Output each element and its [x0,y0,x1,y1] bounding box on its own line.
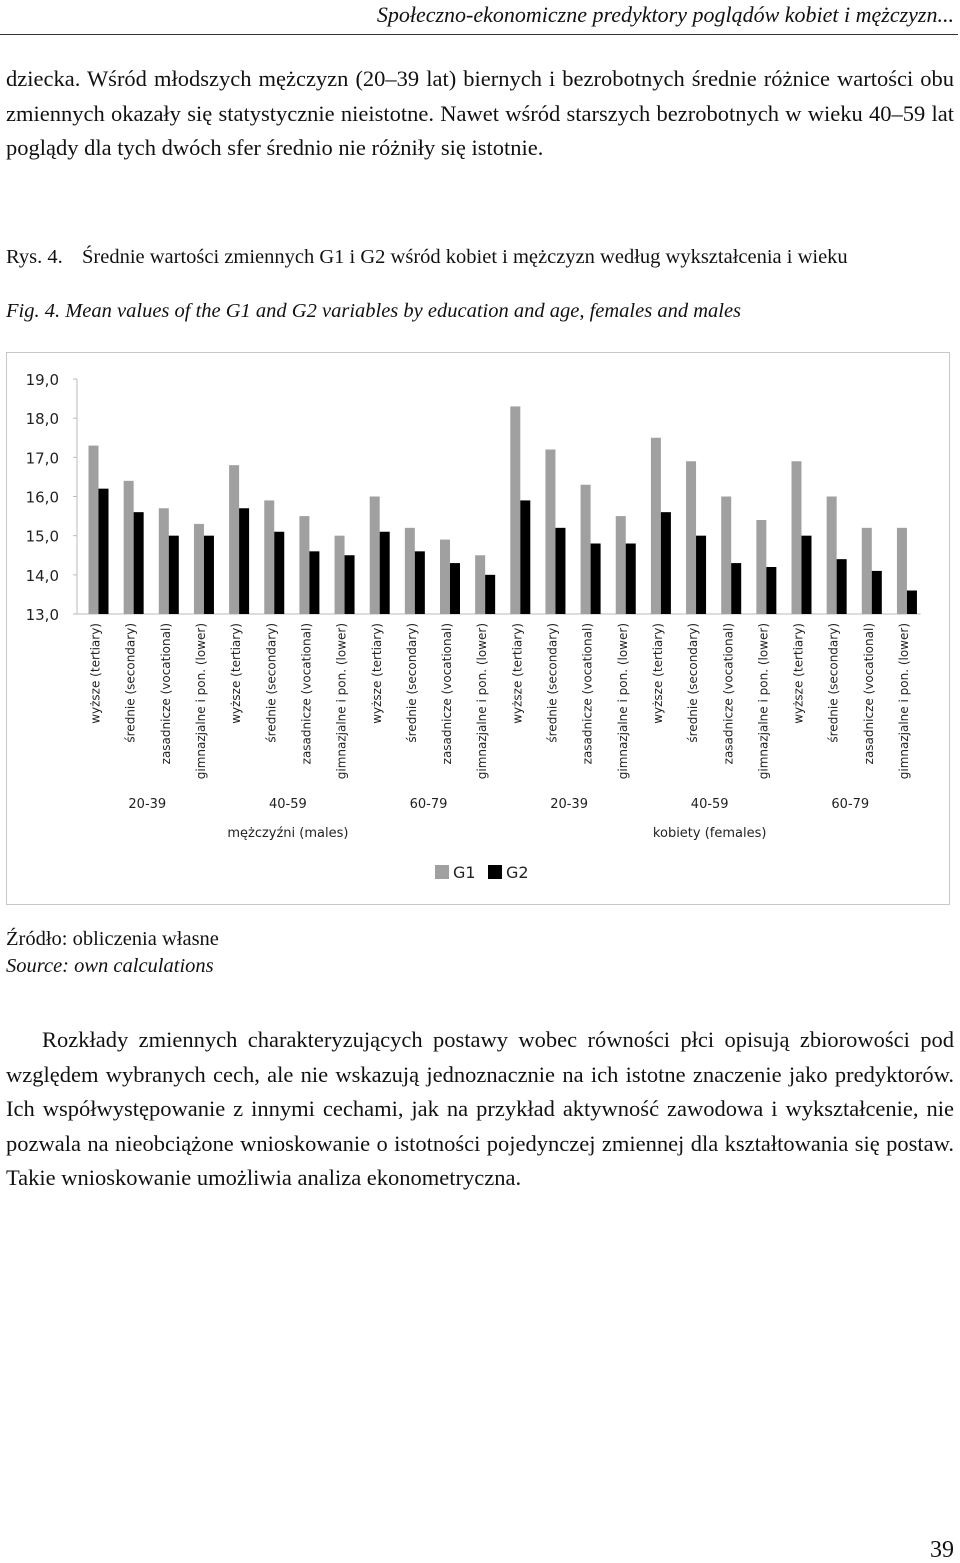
bar-g2 [907,591,917,615]
x-category-label: gimnazjalne i pon. (lower) [756,623,771,780]
bar-g2 [204,536,214,614]
age-group-label: 60-79 [831,797,870,812]
x-category-label: średnie (secondary) [123,623,138,743]
figure-caption-pl-text: Średnie wartości zmiennych G1 i G2 wśród kobiet i mężczyzn według wykształcenia i wieku [82,246,848,268]
bar-g2 [802,536,812,614]
x-category-label: średnie (secondary) [545,623,560,743]
age-group-label: 40-59 [690,797,729,812]
x-category-label: zasadnicze (vocational) [861,623,876,765]
legend-label-g1: G1 [453,863,476,882]
figure-caption-en: Fig. 4. Mean values of the G1 and G2 variables by education and age, females and males [6,300,742,322]
bar-g2 [520,500,530,614]
bar-g1 [897,528,907,614]
legend-label-g2: G2 [506,863,529,882]
bar-g1 [299,516,309,614]
x-category-label: wyższe (tertiary) [88,623,103,724]
sex-group-label: mężczyźni (males) [227,826,349,841]
bar-g2 [415,551,425,614]
bar-g2 [626,544,636,615]
bar-g2 [134,512,144,614]
paragraph-top: dziecka. Wśród młodszych mężczyzn (20–39 lat) biernych i bezrobotnych średnie różnice wartości obu zmiennych okazały się statystycznie nieistotne. Nawet wśród starszych bezrobotnych w wieku 40–59 lat poglądy dla tych dwóch sfer średnio nie różniły się istotnie. [6,66,954,160]
bar-g2 [450,563,460,614]
bar-g2 [696,536,706,614]
figure-caption-pl [6,244,956,270]
x-category-label: gimnazjalne i pon. (lower) [615,623,630,780]
bar-g1 [792,461,802,614]
bar-g2 [345,555,355,614]
bar-g2 [309,551,319,614]
bar-g2 [731,563,741,614]
x-category-label: zasadnicze (vocational) [158,623,173,765]
bar-g2 [591,544,601,615]
bar-g2 [169,536,179,614]
bar-g2 [555,528,565,614]
x-category-label: wyższe (tertiary) [510,623,525,724]
legend-swatch-g1 [435,865,449,879]
y-tick-label: 15,0 [25,527,59,546]
x-category-label: średnie (secondary) [264,623,279,743]
bar-g1 [264,500,274,614]
bar-g1 [862,528,872,614]
x-category-label: wyższe (tertiary) [369,623,384,724]
figure-label-pl: Rys. 4. [6,246,63,268]
bar-g1 [405,528,415,614]
paragraph-bottom: Rozkłady zmiennych charakteryzujących postawy wobec równości płci opisują zbiorowości pod względem wybranych cech, ale nie wskazują jednoznacznie na ich istotne znaczenie jako predyktorów. Ich współwystępowanie z innymi cechami, jak na przykład aktywność zawodowa i wykształcenie, nie pozwala na nieobciążone wnioskowanie o istotności pojedynczej zmiennej dla kształtowania się postaw. Takie wnioskowanie umożliwia analiza ekonometryczna. [6,1027,954,1190]
bar-g1 [370,497,380,615]
x-category-label: wyższe (tertiary) [650,623,665,724]
bar-g2 [99,489,109,614]
bar-g1 [721,497,731,615]
bar-g1 [335,536,345,614]
bar-g1 [651,438,661,614]
x-category-label: średnie (secondary) [686,623,701,743]
bar-g1 [827,497,837,615]
x-category-label: gimnazjalne i pon. (lower) [334,623,349,780]
bar-g1 [545,450,555,615]
legend-swatch-g2 [488,865,502,879]
x-category-label: gimnazjalne i pon. (lower) [194,623,209,780]
sex-group-label: kobiety (females) [652,826,767,841]
age-group-label: 20-39 [550,797,588,812]
bar-g1 [159,508,169,614]
bar-g2 [661,512,671,614]
x-category-label: wyższe (tertiary) [229,623,244,724]
running-header [0,0,958,35]
y-tick-label: 19,0 [25,371,59,389]
bar-g1 [89,446,99,614]
bar-g2 [766,567,776,614]
bar-g2 [837,559,847,614]
bar-g2 [485,575,495,614]
bar-g1 [510,406,520,614]
bar-g2 [239,508,249,614]
bar-g1 [229,465,239,614]
page-number: 39 [930,1537,954,1563]
y-tick-label: 14,0 [25,566,59,585]
source-note-pl: Źródło: obliczenia własne [6,928,219,950]
bar-g1 [124,481,134,614]
running-title: Społeczno-ekonomiczne predyktory poglądów kobiet i mężczyzn... [376,2,954,27]
x-category-label: wyższe (tertiary) [791,623,806,724]
bar-g1 [194,524,204,614]
bar-g1 [686,461,696,614]
x-category-label: zasadnicze (vocational) [721,623,736,765]
y-tick-label: 16,0 [25,488,59,507]
x-category-label: średnie (secondary) [404,623,419,743]
chart-frame [6,352,950,905]
age-group-label: 40-59 [269,797,307,812]
bar-g1 [475,555,485,614]
age-group-label: 60-79 [409,797,448,812]
y-tick-label: 17,0 [25,449,59,468]
x-category-label: gimnazjalne i pon. (lower) [475,623,490,780]
bar-g2 [274,532,284,614]
y-tick-label: 18,0 [25,410,59,429]
x-category-label: średnie (secondary) [826,623,841,743]
bar-g1 [440,540,450,614]
x-category-label: zasadnicze (vocational) [299,623,314,765]
bar-g1 [616,516,626,614]
x-category-label: zasadnicze (vocational) [580,623,595,765]
y-tick-label: 13,0 [25,606,59,624]
age-group-label: 20-39 [128,797,167,812]
bar-chart [7,353,949,904]
bar-g1 [756,520,766,614]
source-note-en: Source: own calculations [6,955,214,977]
bar-g2 [380,532,390,614]
bar-g2 [872,571,882,614]
x-category-label: gimnazjalne i pon. (lower) [897,623,912,780]
x-category-label: zasadnicze (vocational) [440,623,455,765]
bar-g1 [581,485,591,614]
